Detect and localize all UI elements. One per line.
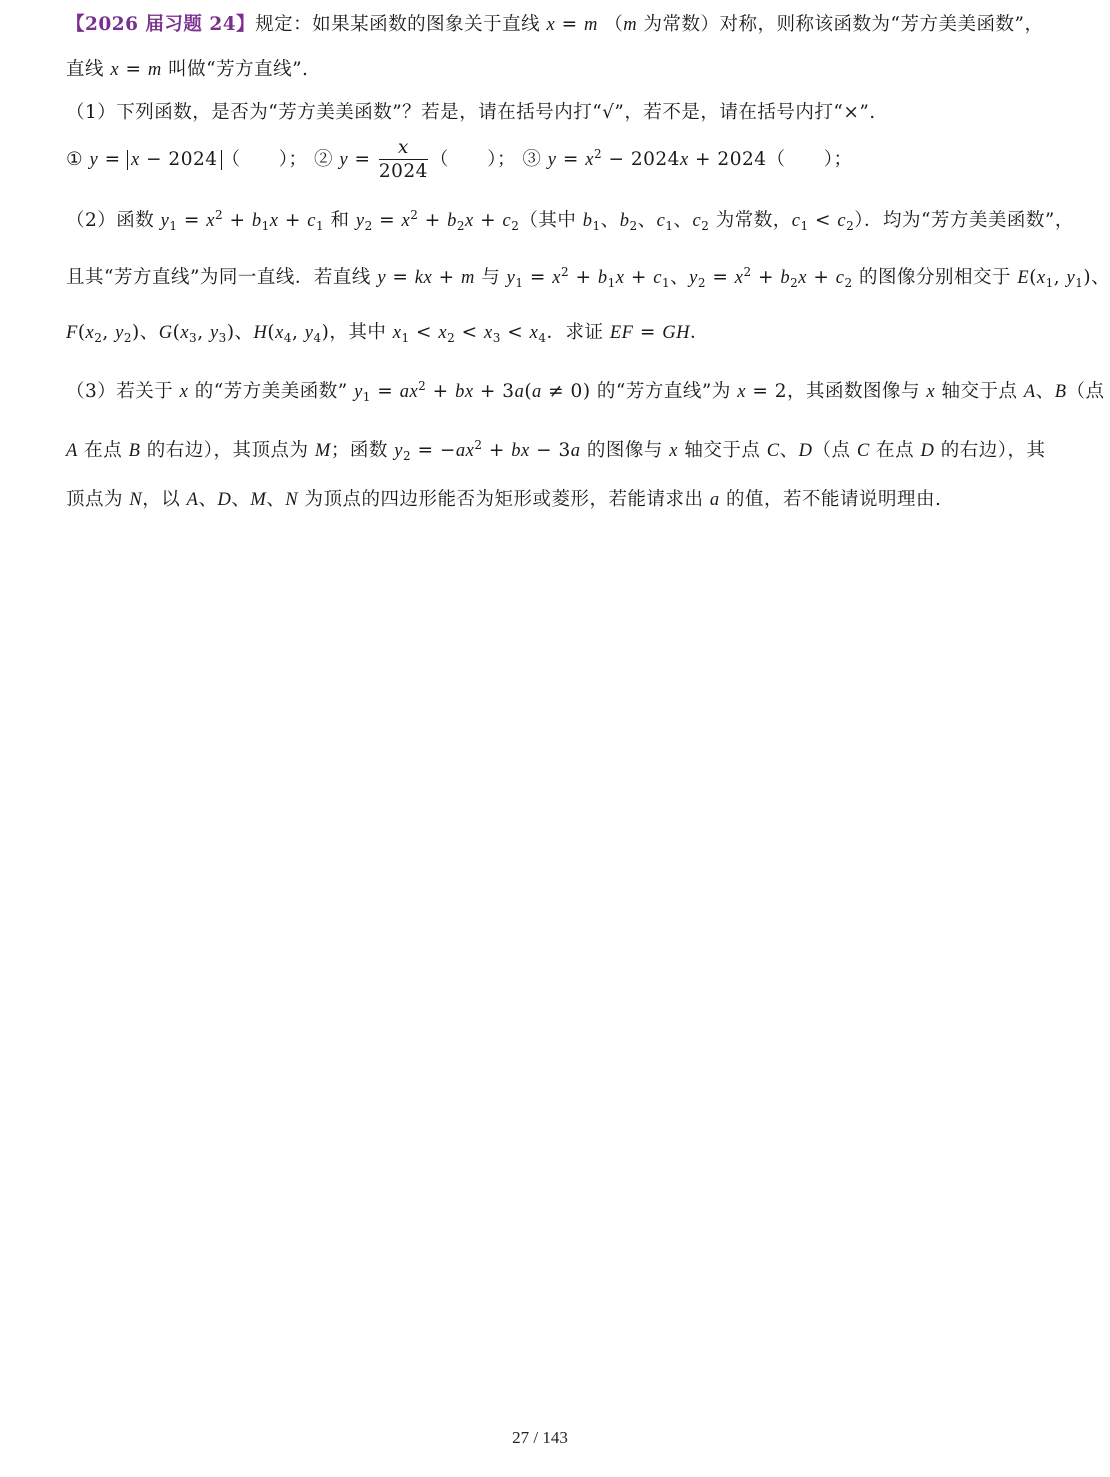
problem-tag: 【2026 届习题 24】 [66,14,256,35]
part3-line-2: A 在点 B 的右边），其顶点为 M；函数 $y_2 = -ax^2$ + bx − 3a 的图像与 x 轴交于点 C、D（点 C 在点 D 的右边），其 [66,438,1046,463]
part1-options [66,137,1040,182]
intro-line-1: 【2026 届习题 24】规定：如果某函数的图象关于直线 x = m （m 为常数）对称，则称该函数为“芳方美美函数”， [66,14,1044,35]
part2-line-3: $F(x_2$, $y_2$)、$G(x_3$, $y_3$)、$H(x_4$, $y_4$)，其中 $x_1 < x_2 < x_3 < x_4$．求证 EF = GH． [66,322,709,345]
option-1: ① y = x − 2024 （ ）； [66,148,308,170]
option-2: ② y = $\frac{x}{2024}$ （ ）； [313,137,516,182]
page-indicator: 27 / 143 [512,1428,568,1447]
part2-line-2: 且其“芳方直线”为同一直线．若直线 y = kx + m 与 $y_1 = x^2 + b_1x + c_1$、$y_2 = x^2 + b_2x + c_2$ 的图像分别相交于 $E(x_1$, $y_1$)、 [66,265,1110,290]
part3-line-1: （3）若关于 x 的“芳方美美函数” $y_1 = ax^2$ + bx + 3a(a ≠ 0) 的“芳方直线”为 x = 2，其函数图像与 x 轴交于点 A、B（点 [66,379,1105,404]
part1-prompt: （1）下列函数，是否为“芳方美美函数”？若是，请在括号内打“√”，若不是，请在括号内打“×”. [66,102,876,123]
option-3: ③ $y = x^2 - 2024x + 2024$（ ）； [522,146,853,170]
part3-line-3: 顶点为 N，以 A、D、M、N 为顶点的四边形能否为矩形或菱形，若能请求出 a 的值，若不能请说明理由. [66,489,942,510]
intro-line-2: 直线 x = m 叫做“芳方直线”. [66,59,309,80]
part2-line-1: （2）函数 $y_1 = x^2 + b_1x + c_1$ 和 $y_2 = x^2 + b_2x + c_2$（其中 $b_1$、$b_2$、$c_1$、$c_2$ 为常数，$c_1 < c_2$）．均为“芳方美美函数”， [66,208,1074,233]
